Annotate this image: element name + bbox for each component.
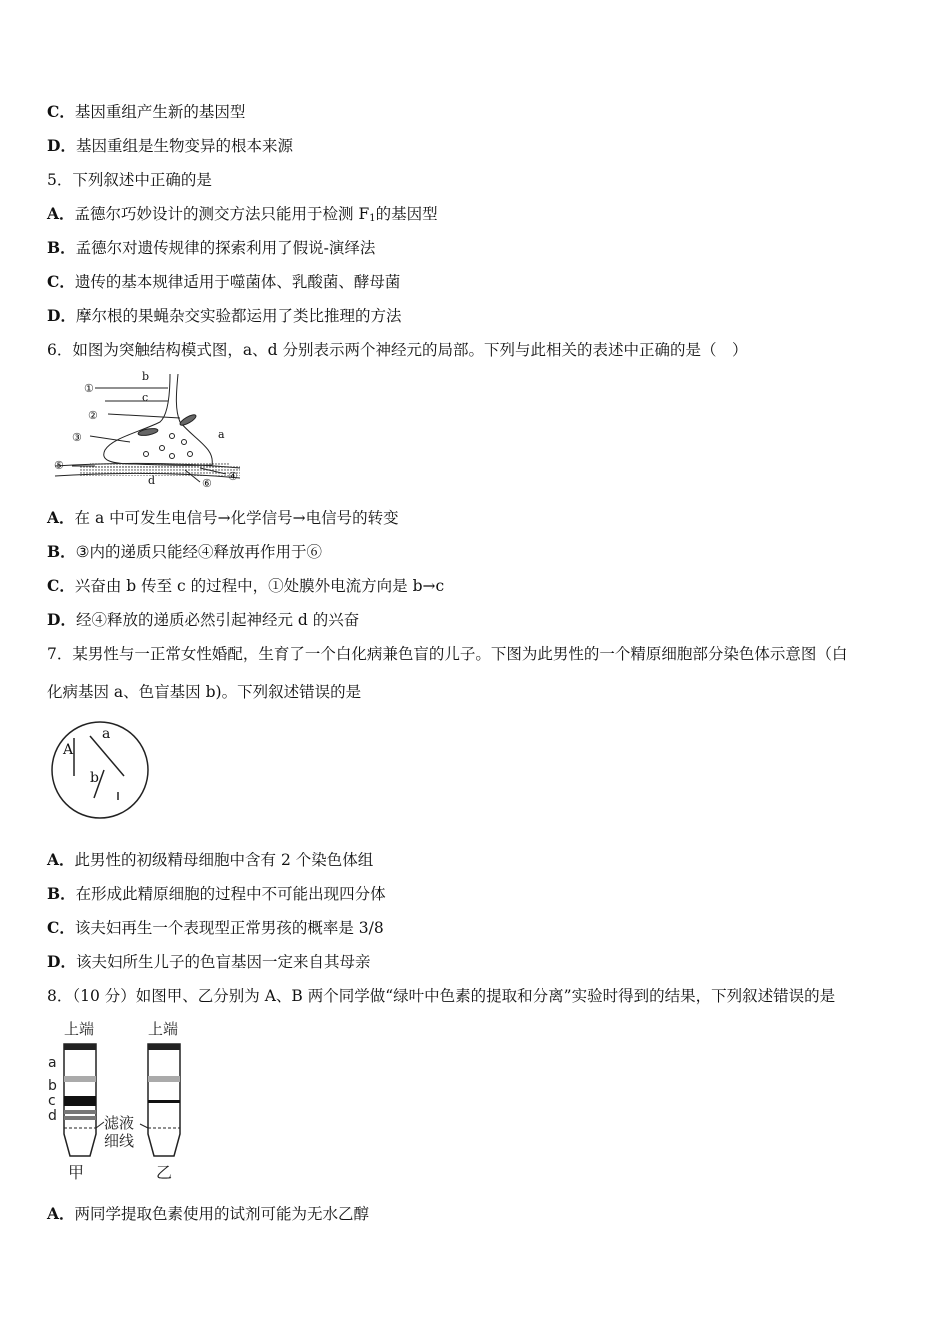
option-a-q5: A．孟德尔巧妙设计的测交方法只能用于检测 $F_1$的基因型	[47, 204, 438, 224]
band-label-b: b	[48, 1078, 57, 1094]
band-label-d: d	[48, 1108, 57, 1124]
label-circled-1: ①	[84, 382, 94, 395]
label-a: a	[218, 428, 225, 441]
option-b-q7: B．在形成此精原细胞的过程中不可能出现四分体	[47, 884, 386, 903]
label-b: b	[142, 370, 150, 383]
question-7-line-2: 化病基因 a、色盲基因 b)。下列叙述错误的是	[47, 683, 362, 701]
option-c-q6: C．兴奋由 b 传至 c 的过程中，①处膜外电流方向是 b→c	[47, 576, 445, 595]
label-d: d	[148, 474, 156, 487]
question-7-line-1: 7．某男性与一正常女性婚配，生育了一个白化病兼色盲的儿子。下图为此男性的一个精原细胞部分染色体示意图（白	[47, 645, 848, 663]
label-circled-2: ②	[88, 409, 98, 422]
option-d-q4: D．基因重组是生物变异的根本来源	[47, 136, 293, 155]
option-d-q6: D．经④释放的递质必然引起神经元 d 的兴奋	[47, 610, 360, 629]
option-c-q4: C．基因重组产生新的基因型	[47, 102, 246, 121]
question-5: 5．下列叙述中正确的是	[47, 171, 212, 189]
synapse-diagram	[50, 370, 250, 492]
label-b-cell: b	[90, 770, 99, 786]
strip-right	[148, 1044, 180, 1156]
filter-line-label-1: 滤液	[104, 1114, 135, 1132]
top-label-right: 上端	[148, 1020, 179, 1038]
label-c: c	[142, 391, 149, 404]
band-label-c: c	[48, 1093, 56, 1109]
question-8: 8．（10 分）如图甲、乙分别为 A、B 两个同学做“绿叶中色素的提取和分离”实验时得到的结果，下列叙述错误的是	[47, 987, 836, 1005]
top-label-left: 上端	[64, 1020, 95, 1038]
question-6: 6．如图为突触结构模式图，a、d 分别表示两个神经元的局部。下列与此相关的表述中正确的是（ ）	[47, 341, 748, 359]
option-d-q5: D．摩尔根的果蝇杂交实验都运用了类比推理的方法	[47, 306, 402, 325]
label-circled-6: ⑥	[202, 477, 212, 490]
label-circled-5: ⑤	[54, 459, 64, 472]
label-circled-3: ③	[72, 431, 82, 444]
label-a-cell: a	[102, 726, 111, 742]
filter-line-label-2: 细线	[104, 1132, 135, 1150]
band-label-a: a	[48, 1055, 57, 1071]
chromatography-diagram	[44, 1016, 194, 1184]
label-A: A	[63, 742, 74, 758]
strip-left	[64, 1044, 96, 1156]
caption-left: 甲	[68, 1163, 85, 1182]
option-d-q7: D．该夫妇所生儿子的色盲基因一定来自其母亲	[47, 952, 371, 971]
option-c-q5: C．遗传的基本规律适用于噬菌体、乳酸菌、酵母菌	[47, 272, 401, 291]
option-b-q5: B．孟德尔对遗传规律的探索利用了假说-演绎法	[47, 238, 376, 257]
option-b-q6: B．③内的递质只能经④释放再作用于⑥	[47, 542, 323, 561]
caption-right: 乙	[156, 1163, 173, 1182]
option-a-q6: A．在 a 中可发生电信号→化学信号→电信号的转变	[47, 508, 399, 527]
label-circled-4: ④	[228, 470, 238, 483]
option-a-q8: A．两同学提取色素使用的试剂可能为无水乙醇	[47, 1204, 370, 1223]
option-c-q7: C．该夫妇再生一个表现型正常男孩的概率是 3/8	[47, 918, 384, 937]
option-a-q7: A．此男性的初级精母细胞中含有 2 个染色体组	[47, 850, 374, 869]
sperm-cell-diagram	[48, 718, 153, 823]
